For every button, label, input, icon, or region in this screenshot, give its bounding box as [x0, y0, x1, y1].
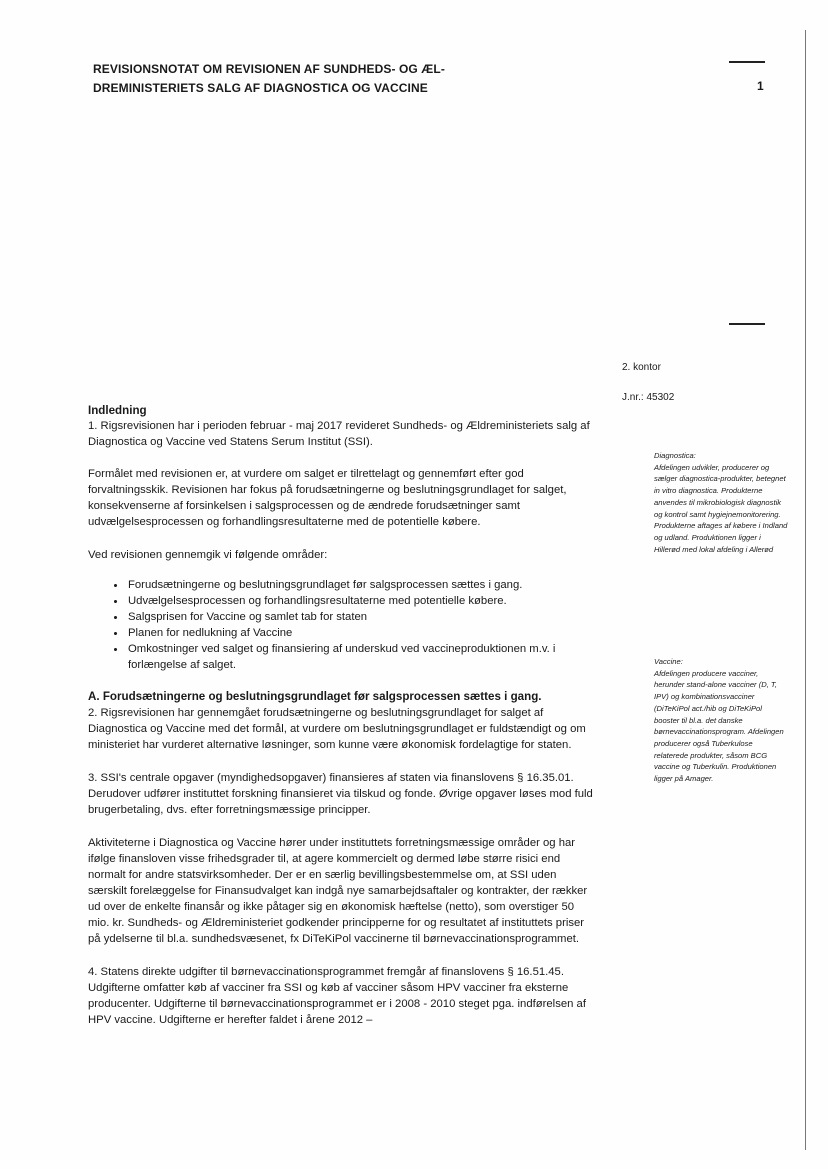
paragraph-7: 4. Statens direkte udgifter til børnevaccinationsprogrammet fremgår af finanslovens § 16.51.45. Udgifterne omfatter køb af vacciner fra SSI og køb af vacciner såsom HPV vacciner fra eksterne producenter. Udgifterne til børnevaccinationsprogrammet er i 2008 - 2010 steget pga. indførelsen af HPV vaccine. Udgifterne er herefter faldet i årene 2012 – — [88, 966, 586, 1026]
paragraph-2: Formålet med revisionen er, at vurdere om salget er tilrettelagt og gennemført efter god forvaltningsskik. Revisionen har fokus på forudsætningerne og beslutningsgrundlaget for salget, konsekvenserne af forsinkelsen i salgsprocessen og de ændrede forudsætninger samt udvælgelsesprocessen og forhandlingsresultaterne med de potentielle købere. — [88, 468, 567, 528]
intro-heading: Indledning — [88, 404, 147, 417]
paragraph-3: Ved revisionen gennemgik vi følgende områder: — [88, 549, 328, 561]
review-areas-list — [88, 577, 598, 673]
margin-note-text: Afdelingen udvikler, producerer og sælger diagnostica-produkter, betegnet in vitro diagnostica. Produkterne anvendes til mikrobiologisk diagnostik og kontrol samt hygiejnemonitorering. Produkterne aftages af købere i Indland og udland. Produktionen ligger i Hillerød med lokal afdeling i Allerød — [654, 462, 788, 554]
page-number: 1 — [757, 79, 764, 93]
paragraph-6: Aktiviteterne i Diagnostica og Vaccine hører under instituttets forretningsmæssige områder og har ifølge finansloven visse frihedsgrader til, at agere kommercielt og dermed løbe større risici end normalt for andre statsvirksomheder. Der er en særlig bevillingsbestemmelse om, at SSI uden særskilt forelæggelse for Finansudvalget kan indgå nye samarbejdsaftaler og kontrakter, der rækker ud over de enkelte finansår og ikke påtager sig en økonomisk hæftelse (netto), som overstiger 50 mio. kr. Sundheds- og Ældreministeriet godkender principperne for og resultatet af instituttets priser på ydelserne til bl.a. sundhedsvæsenet, fx DiTeKiPol vaccinerne til børnevaccinationsprogrammet. — [88, 837, 588, 945]
margin-note-heading: Vaccine: — [654, 657, 683, 666]
paragraph-4: 2. Rigsrevisionen har gennemgået forudsætningerne og beslutningsgrundlaget for salget af Diagnostica og Vaccine med det formål, at vurdere om beslutningsgrundlaget er fuldstændigt og om ministeriet har vurderet alternative løsninger, som kunne være økonomisk fordelagtige for staten. — [88, 707, 586, 751]
title-line-2: DREMINISTERIETS SALG AF DIAGNOSTICA OG VACCINE — [93, 81, 428, 95]
paragraph-1: 1. Rigsrevisionen har i perioden februar - maj 2017 revideret Sundheds- og Ældreministeriets salg af Diagnostica og Vaccine ved Statens Serum Institut (SSI). — [88, 420, 590, 448]
list-item: • Omkostninger ved salget og finansiering af underskud ved vaccineproduktionen m.v. i forlængelse af salget. — [126, 641, 598, 673]
list-item: • Planen for nedlukning af Vaccine — [126, 625, 598, 641]
office-label: 2. kontor — [622, 362, 661, 373]
margin-note-diagnostica — [654, 450, 788, 555]
top-divider — [729, 61, 765, 63]
document-title — [93, 60, 573, 98]
margin-note-vaccine — [654, 656, 788, 785]
mid-divider — [729, 323, 765, 325]
title-line-1: REVISIONSNOTAT OM REVISIONEN AF SUNDHEDS- OG ÆL- — [93, 62, 445, 76]
list-item: • Salgsprisen for Vaccine og samlet tab for staten — [126, 609, 598, 625]
paragraph-5: 3. SSI's centrale opgaver (myndighedsopgaver) finansieres af staten via finanslovens § 16.35.01. Derudover udfører instituttet forskning finansieret via tilskud og fonde. Øvrige opgaver løses mod fuld brugerbetaling, dvs. efter forretningsmæssige principper. — [88, 772, 593, 816]
list-item: • Udvælgelsesprocessen og forhandlingsresultaterne med potentielle købere. — [126, 593, 598, 609]
journal-number: J.nr.: 45302 — [622, 392, 675, 403]
scan-edge-line — [805, 30, 806, 1150]
section-a-heading: A. Forudsætningerne og beslutningsgrundlaget før salgsprocessen sættes i gang. — [88, 690, 542, 703]
margin-note-text: Afdelingen producere vacciner, herunder stand-alone vacciner (D, T, IPV) og kombinationsvacciner (DiTeKiPol act./hib og DiTeKiPol booster til bl.a. det danske børnevaccinationsprogram. Afdelingen producerer også Tuberkulose relaterede produkter, såsom BCG vaccine og Tuberkulin. Produktionen ligger på Amager. — [654, 668, 784, 784]
list-item: • Forudsætningerne og beslutningsgrundlaget før salgsprocessen sættes i gang. — [126, 577, 598, 593]
main-body — [88, 403, 598, 1044]
margin-note-heading: Diagnostica: — [654, 451, 696, 460]
